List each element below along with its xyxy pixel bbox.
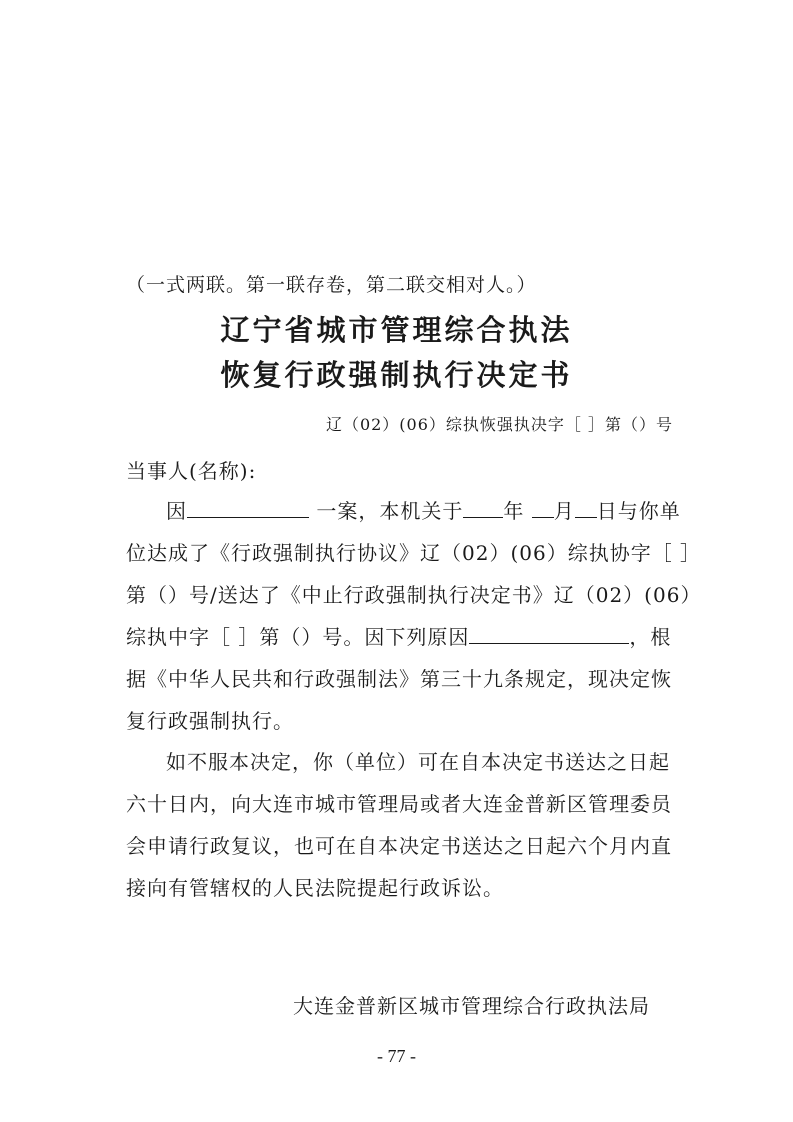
- reason-blank: [469, 623, 629, 644]
- paragraph-1-line-2: 位达成了《行政强制执行协议》辽（02）(06）综执协字［ ］: [126, 541, 702, 565]
- text: ，根: [629, 625, 672, 649]
- paragraph-1-line-5: 据《中华人民共和行政强制法》第三十九条规定，现决定恢: [126, 667, 672, 691]
- paragraph-2-line-1: 如不服本决定，你（单位）可在自本决定书送达之日起: [166, 750, 670, 774]
- document-title-line-2: 恢复行政强制执行决定书: [220, 358, 573, 392]
- page-number: - 77 -: [377, 1046, 416, 1066]
- text: 一案，本机关于: [309, 499, 464, 523]
- paragraph-1-line-3: 第（）号/送达了《中止行政强制执行决定书》辽（02）(06）: [126, 583, 702, 607]
- text: 综执中字［ ］第（）号。因下列原因: [126, 625, 470, 649]
- issuing-authority-signature: 大连金普新区城市管理综合行政执法局: [293, 994, 650, 1018]
- paragraph-2-line-4: 接向有管辖权的人民法院提起行政诉讼。: [126, 876, 504, 900]
- copy-instruction-note: （一式两联。第一联存卷，第二联交相对人。）: [126, 274, 537, 296]
- year-blank: [463, 497, 503, 518]
- document-number: 辽（02）(06）综执恢强执决字［ ］第（）号: [325, 415, 673, 434]
- text: 因: [166, 499, 187, 523]
- paragraph-2-line-2: 六十日内，向大连市城市管理局或者大连金普新区管理委员: [126, 792, 672, 816]
- paragraph-1-line-6: 复行政强制执行。: [126, 709, 294, 733]
- case-name-blank: [187, 497, 309, 518]
- text: 日与你单: [596, 499, 681, 523]
- paragraph-1-line-4: [126, 621, 671, 650]
- paragraph-2-line-3: 会申请行政复议，也可在自本决定书送达之日起六个月内直: [126, 834, 672, 858]
- text: 月: [553, 499, 575, 523]
- day-blank: [575, 497, 597, 518]
- paragraph-1-line-1: [166, 495, 681, 524]
- text: 年: [503, 499, 532, 523]
- document-title-line-1: 辽宁省城市管理综合执法: [220, 313, 573, 347]
- party-label: 当事人(名称):: [126, 459, 257, 483]
- month-blank: [532, 497, 554, 518]
